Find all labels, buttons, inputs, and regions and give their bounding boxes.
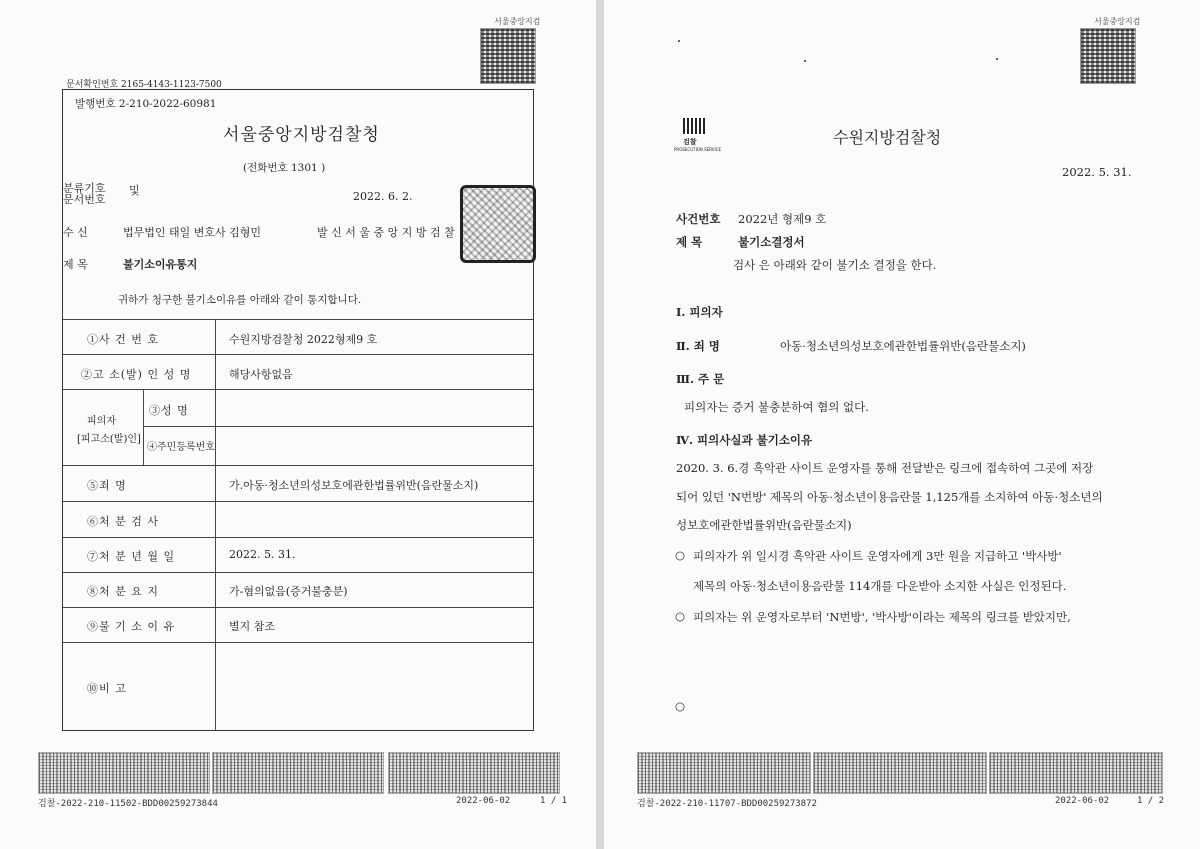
suspect-sublabel: [피고소(발)인] (77, 434, 141, 445)
decision-line: 검사 은 아래와 같이 불기소 결정을 한다. (733, 258, 937, 272)
row-label-case-no: ①사 건 번 호 (87, 333, 159, 346)
section-charge-value: 아동·청소년의성보호에관한법률위반(음란물소지) (780, 339, 1026, 353)
row-value-case-no: 수원지방검찰청 2022형제9 호 (229, 333, 378, 346)
table-divider (143, 389, 144, 465)
prosecution-logo-icon (683, 118, 705, 134)
row-label-charge: ⑤죄 명 (87, 479, 127, 492)
footer-date: 2022-06-02 (456, 796, 511, 806)
footer-page: 1 / 1 (540, 796, 568, 806)
scan-speck (804, 60, 806, 62)
title-label: 제 목 (676, 235, 703, 249)
row-label-name: ③성 명 (149, 404, 189, 417)
table-row-line (63, 319, 533, 320)
row-label-decision-summary: ⑧처 분 요 지 (87, 585, 159, 598)
row-label-reason: ⑨불 기 소 이 유 (87, 620, 176, 633)
table-row-line (63, 389, 533, 390)
title-value: 불기소결정서 (738, 235, 805, 249)
from-value: 발 신 서 울 중 앙 지 방 검 찰 (317, 226, 455, 239)
table-row-line (63, 354, 533, 355)
case-value: 2022년 형제9 호 (738, 212, 827, 226)
table-row-line (63, 465, 533, 466)
barcode (388, 752, 560, 794)
bullet-1-line-1: 피의자가 위 일시경 흑악관 사이트 운영자에게 3만 원을 지급하고 '박사방' (693, 549, 1062, 563)
facts-line-2: 되어 있던 'N번방' 제목의 아동·청소년이용음란물 1,125개를 소지하여 아동·청소년의 (676, 490, 1103, 504)
bullet-symbol: ○ (675, 609, 686, 623)
logo-sub: PROSECUTION SERVICE (674, 147, 722, 152)
issue-number: 발행번호 2-210-2022-60981 (75, 98, 217, 110)
bullet-1-line-2: 제목의 아동·청소년이용음란물 114개를 다운받아 소지한 사실은 인정된다. (693, 579, 1067, 593)
official-seal-stamp (460, 185, 536, 263)
left-document-page (0, 0, 596, 849)
to-label: 수 신 (63, 226, 88, 239)
footer-doc-id: 검찰-2022-210-11707-BDD00259273872 (637, 799, 817, 809)
row-value-charge: 가.아동·청소년의성보호에관한법률위반(음란물소지) (229, 479, 479, 492)
right-date: 2022. 5. 31. (1062, 165, 1132, 179)
suspect-label: 피의자 (87, 416, 116, 427)
table-divider (215, 319, 216, 730)
section-charge-label: Ⅱ. 죄 명 (676, 339, 720, 353)
subject-label: 제 목 (63, 258, 88, 271)
row-label-decision-date: ⑦처 분 년 월 일 (87, 550, 176, 563)
bullet-symbol: ○ (675, 548, 686, 562)
barcode (637, 752, 811, 794)
class-label (63, 183, 106, 205)
facts-line-3: 성보호에관한법률위반(음란물소지) (676, 518, 852, 532)
table-row-line (63, 537, 533, 538)
row-value-complainant: 해당사항없음 (229, 368, 293, 381)
qr-label: 서울중앙지검 (1094, 17, 1141, 26)
section-facts: Ⅳ. 피의사실과 불기소이유 (676, 433, 813, 447)
barcode (989, 752, 1163, 794)
notice-date: 2022. 6. 2. (353, 190, 413, 203)
barcode (212, 752, 384, 794)
scan-speck (678, 40, 680, 42)
class-label-2: 문서번호 (63, 193, 106, 206)
right-office-title: 수원지방검찰청 (833, 128, 942, 147)
to-value: 법무법인 태일 변호사 김형민 (123, 226, 262, 239)
bullet-symbol: ○ (675, 699, 686, 713)
bullet-2-line-1: 피의자는 위 운영자로부터 'N번방', '박사방'이라는 제목의 링크를 받았지만, (693, 610, 1071, 624)
table-row-line (63, 607, 533, 608)
section-order: Ⅲ. 주 문 (676, 372, 725, 386)
class-label-1: 분류기호 (63, 182, 106, 195)
scan-speck (996, 58, 998, 60)
footer-page: 1 / 2 (1137, 796, 1165, 806)
case-label: 사건번호 (676, 212, 721, 226)
intro-text: 귀하가 청구한 불기소이유를 아래와 같이 통지합니다. (118, 294, 362, 306)
logo-text: 검찰 (683, 138, 697, 146)
row-value-decision-date: 2022. 5. 31. (229, 548, 296, 561)
facts-line-1: 2020. 3. 6.경 흑악관 사이트 운영자를 통해 전달받은 링크에 접속하여 그곳에 저장 (676, 461, 1094, 475)
row-label-resident-no: ④주민등록번호 (147, 442, 215, 453)
row-value-decision-summary: 가-혐의없음(증거불충분) (229, 585, 348, 598)
row-label-complainant: ②고 소(발) 인 성 명 (81, 368, 192, 381)
qr-label: 서울중앙지검 (494, 17, 541, 26)
row-value-reason: 별지 참조 (229, 620, 276, 633)
table-row-line (63, 501, 533, 502)
qr-code (480, 28, 536, 84)
class-and: 및 (129, 184, 140, 197)
section-suspect: Ⅰ. 피의자 (676, 305, 723, 319)
phone-number: (전화번호 1301 ) (243, 162, 326, 174)
footer-doc-id: 검찰-2022-210-11502-BDD00259273844 (38, 799, 218, 809)
barcode (813, 752, 987, 794)
qr-code (1080, 28, 1136, 84)
barcode (38, 752, 210, 794)
row-label-remarks: ⑩비 고 (87, 682, 127, 695)
table-row-line (143, 426, 533, 427)
office-title: 서울중앙지방검찰청 (223, 125, 380, 145)
table-row-line (63, 642, 533, 643)
table-row-line (63, 572, 533, 573)
subject-value: 불기소이유통지 (123, 258, 198, 271)
order-text: 피의자는 증거 불충분하여 혐의 없다. (684, 400, 869, 414)
doc-confirm-number: 문서확인번호 2165-4143-1123-7500 (66, 80, 222, 90)
footer-date: 2022-06-02 (1055, 796, 1110, 806)
row-label-prosecutor: ⑥처 분 검 사 (87, 515, 159, 528)
